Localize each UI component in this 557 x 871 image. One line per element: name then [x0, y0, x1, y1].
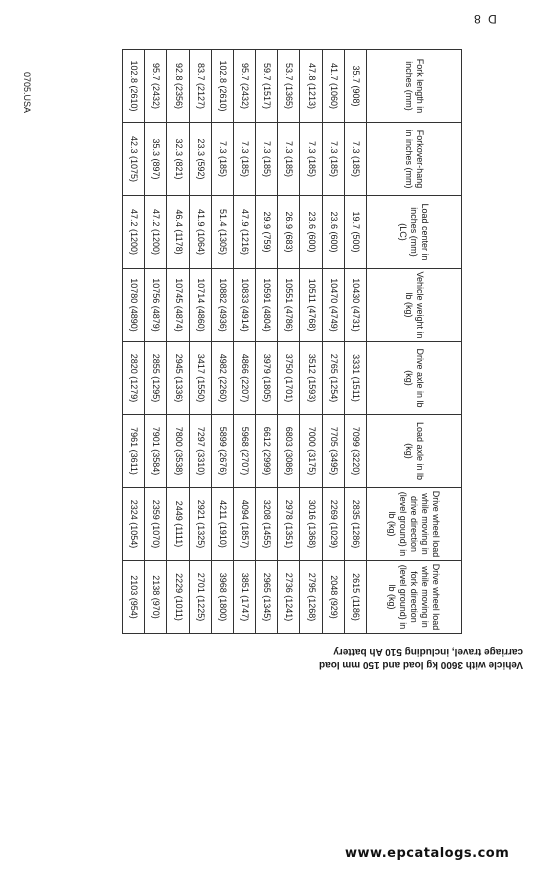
table-cell: 4094 (1857)	[233, 488, 255, 561]
table-cell: 10470 (4749)	[322, 269, 344, 342]
table-cell: 2921 (1325)	[189, 488, 211, 561]
table-cell: 3016 (1368)	[300, 488, 322, 561]
table-cell: 2138 (970)	[145, 561, 167, 634]
document-code: 0705.USA	[22, 72, 32, 114]
table-cell: 2701 (1225)	[189, 561, 211, 634]
table-cell: 83.7 (2127)	[189, 50, 211, 123]
table-cell: 10780 (4890)	[123, 269, 145, 342]
table-cell: 7099 (3220)	[344, 415, 366, 488]
table-cell: 47.8 (1213)	[300, 50, 322, 123]
table-cell: 2736 (1241)	[278, 561, 300, 634]
table-cell: 26.9 (683)	[278, 196, 300, 269]
table-caption: Vehicle with 3600 kg load and 150 mm load carriage travel, including 510 Ah battery	[319, 646, 523, 670]
table-cell: 41.7 (1060)	[322, 50, 344, 123]
table-cell: 102.8 (2610)	[211, 50, 233, 123]
col-header-load-center: Load center in inches (mm) (LC)	[367, 196, 462, 269]
table-cell: 10430 (4731)	[344, 269, 366, 342]
table-cell: 23.6 (600)	[322, 196, 344, 269]
table-cell: 3750 (1701)	[278, 342, 300, 415]
table-cell: 2103 (954)	[123, 561, 145, 634]
col-header-fork-length: Fork length in inches (mm)	[367, 50, 462, 123]
table-cell: 47.9 (1216)	[233, 196, 255, 269]
table-cell: 19.7 (500)	[344, 196, 366, 269]
table-cell: 2978 (1351)	[278, 488, 300, 561]
table-row	[344, 50, 366, 634]
table-cell: 102.8 (2610)	[123, 50, 145, 123]
table-cell: 10745 (4874)	[167, 269, 189, 342]
table-row	[189, 50, 211, 634]
table-row	[233, 50, 255, 634]
table-cell: 7000 (3175)	[300, 415, 322, 488]
table-cell: 23.3 (592)	[189, 123, 211, 196]
col-header-load-axle: Load axle in lb (kg)	[367, 415, 462, 488]
table-cell: 3512 (1593)	[300, 342, 322, 415]
table-cell: 2324 (1054)	[123, 488, 145, 561]
table-cell: 10833 (4914)	[233, 269, 255, 342]
table-cell: 7705 (3495)	[322, 415, 344, 488]
table-row	[278, 50, 300, 634]
table-cell: 2449 (1111)	[167, 488, 189, 561]
table-cell: 10511 (4768)	[300, 269, 322, 342]
table-cell: 3417 (1550)	[189, 342, 211, 415]
table-cell: 53.7 (1365)	[278, 50, 300, 123]
table-cell: 4211 (1910)	[211, 488, 233, 561]
table-row	[300, 50, 322, 634]
table-header-row	[367, 50, 462, 634]
table-cell: 7961 (3611)	[123, 415, 145, 488]
table-cell: 2820 (1279)	[123, 342, 145, 415]
table-cell: 2229 (1011)	[167, 561, 189, 634]
table-cell: 10756 (4879)	[145, 269, 167, 342]
table-cell: 59.7 (1517)	[256, 50, 278, 123]
table-cell: 7.3 (185)	[322, 123, 344, 196]
table-cell: 2615 (1186)	[344, 561, 366, 634]
table-cell: 47.2 (1200)	[145, 196, 167, 269]
table-cell: 3208 (1455)	[256, 488, 278, 561]
table-cell: 5899 (2676)	[211, 415, 233, 488]
table-cell: 10551 (4786)	[278, 269, 300, 342]
table-cell: 2855 (1295)	[145, 342, 167, 415]
table-cell: 3979 (1805)	[256, 342, 278, 415]
table-cell: 23.6 (600)	[300, 196, 322, 269]
table-cell: 32.3 (821)	[167, 123, 189, 196]
table-cell: 7.3 (185)	[211, 123, 233, 196]
col-header-drive-axle: Drive axle in lb (kg)	[367, 342, 462, 415]
table-cell: 10714 (4860)	[189, 269, 211, 342]
table-cell: 2765 (1254)	[322, 342, 344, 415]
table-cell: 2269 (1029)	[322, 488, 344, 561]
table-cell: 2359 (1070)	[145, 488, 167, 561]
col-header-fork-overhang: Forkover-hang in inches (mm)	[367, 123, 462, 196]
table-cell: 4982 (2260)	[211, 342, 233, 415]
table-cell: 3331 (1511)	[344, 342, 366, 415]
table-cell: 6612 (2999)	[256, 415, 278, 488]
table-cell: 3851 (1747)	[233, 561, 255, 634]
table-cell: 7.3 (185)	[278, 123, 300, 196]
table-cell: 35.7 (908)	[344, 50, 366, 123]
table-cell: 95.7 (2432)	[233, 50, 255, 123]
table-cell: 35.3 (897)	[145, 123, 167, 196]
table-cell: 47.2 (1200)	[123, 196, 145, 269]
table-row	[123, 50, 145, 634]
table-cell: 2048 (929)	[322, 561, 344, 634]
table-cell: 2835 (1286)	[344, 488, 366, 561]
table-cell: 7901 (3584)	[145, 415, 167, 488]
table-cell: 7.3 (185)	[233, 123, 255, 196]
table-cell: 7.3 (185)	[256, 123, 278, 196]
rotated-table-wrapper	[122, 49, 462, 634]
table-cell: 42.3 (1075)	[123, 123, 145, 196]
watermark-url: www.epcatalogs.com	[345, 846, 510, 861]
table-cell: 5968 (2707)	[233, 415, 255, 488]
specification-table	[122, 49, 462, 634]
table-body	[123, 50, 367, 634]
table-cell: 10591 (4804)	[256, 269, 278, 342]
page-number: D 8	[472, 12, 497, 26]
table-cell: 46.4 (1178)	[167, 196, 189, 269]
col-header-drive-wheel-drive-dir: Drive wheel load while moving in drive direction (level ground) in lb (kg)	[367, 488, 462, 561]
table-row	[211, 50, 233, 634]
table-row	[256, 50, 278, 634]
table-cell: 6803 (3086)	[278, 415, 300, 488]
table-cell: 92.8 (2356)	[167, 50, 189, 123]
table-cell: 95.7 (2432)	[145, 50, 167, 123]
table-cell: 2945 (1336)	[167, 342, 189, 415]
table-cell: 4866 (2207)	[233, 342, 255, 415]
table-cell: 7.3 (185)	[344, 123, 366, 196]
table-row	[145, 50, 167, 634]
col-header-vehicle-weight: Vehicle weight in lb (kg)	[367, 269, 462, 342]
table-cell: 51.4 (1305)	[211, 196, 233, 269]
table-cell: 29.9 (759)	[256, 196, 278, 269]
table-row	[322, 50, 344, 634]
table-cell: 10882 (4936)	[211, 269, 233, 342]
table-cell: 7800 (3538)	[167, 415, 189, 488]
col-header-drive-wheel-fork-dir: Drive wheel load while moving in fork direction (level ground) in lb (kg)	[367, 561, 462, 634]
table-cell: 2965 (1345)	[256, 561, 278, 634]
table-cell: 7297 (3310)	[189, 415, 211, 488]
table-row	[167, 50, 189, 634]
table-cell: 41.9 (1064)	[189, 196, 211, 269]
table-cell: 7.3 (185)	[300, 123, 322, 196]
table-cell: 3968 (1800)	[211, 561, 233, 634]
table-cell: 2795 (1268)	[300, 561, 322, 634]
